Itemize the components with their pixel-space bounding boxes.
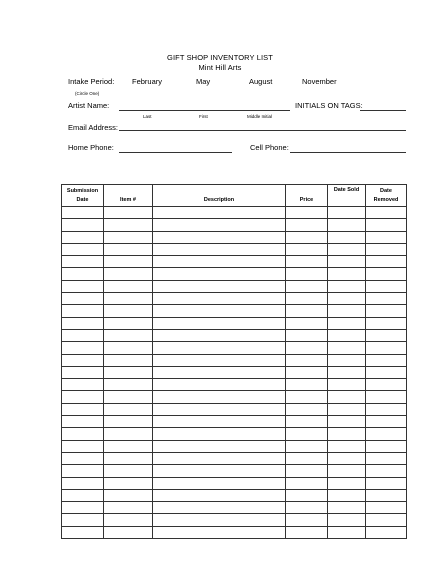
table-cell[interactable] — [104, 452, 153, 464]
table-row — [62, 317, 407, 329]
table-cell[interactable] — [328, 379, 366, 391]
table-cell[interactable] — [62, 391, 104, 403]
cell-phone-label: Cell Phone: — [250, 143, 289, 152]
table-cell[interactable] — [62, 317, 104, 329]
table-cell[interactable] — [328, 305, 366, 317]
table-cell[interactable] — [153, 219, 286, 231]
table-cell[interactable] — [153, 379, 286, 391]
table-row — [62, 219, 407, 231]
table-cell[interactable] — [104, 502, 153, 514]
table-cell[interactable] — [366, 317, 407, 329]
artist-middle-initial-label: Middle Initial — [247, 114, 273, 119]
table-cell[interactable] — [62, 256, 104, 268]
table-cell[interactable] — [366, 268, 407, 280]
table-cell[interactable] — [328, 477, 366, 489]
table-cell[interactable] — [104, 428, 153, 440]
table-row — [62, 231, 407, 243]
table-cell[interactable] — [328, 207, 366, 219]
table-cell[interactable] — [153, 416, 286, 428]
table-cell[interactable] — [328, 354, 366, 366]
table-cell[interactable] — [286, 440, 328, 452]
table-cell[interactable] — [366, 366, 407, 378]
table-cell[interactable] — [286, 391, 328, 403]
table-cell[interactable] — [366, 440, 407, 452]
table-cell[interactable] — [153, 440, 286, 452]
initials-field[interactable] — [360, 110, 406, 111]
table-cell[interactable] — [328, 452, 366, 464]
table-row — [62, 243, 407, 255]
table-cell[interactable] — [366, 207, 407, 219]
table-cell[interactable] — [366, 452, 407, 464]
table-cell[interactable] — [328, 293, 366, 305]
table-row — [62, 293, 407, 305]
table-cell[interactable] — [366, 280, 407, 292]
table-header-row — [62, 185, 407, 207]
table-cell[interactable] — [104, 317, 153, 329]
header-date-sold: Date Sold — [328, 185, 366, 207]
table-cell[interactable] — [153, 465, 286, 477]
intake-period-label: Intake Period: — [68, 77, 115, 86]
table-cell[interactable] — [328, 342, 366, 354]
table-cell[interactable] — [366, 526, 407, 538]
table-cell[interactable] — [328, 502, 366, 514]
table-cell[interactable] — [104, 329, 153, 341]
table-cell[interactable] — [286, 305, 328, 317]
table-row — [62, 489, 407, 501]
table-cell[interactable] — [62, 219, 104, 231]
table-cell[interactable] — [328, 403, 366, 415]
table-cell[interactable] — [286, 354, 328, 366]
table-cell[interactable] — [286, 452, 328, 464]
table-cell[interactable] — [366, 489, 407, 501]
table-cell[interactable] — [62, 280, 104, 292]
table-cell[interactable] — [328, 465, 366, 477]
table-cell[interactable] — [366, 416, 407, 428]
table-cell[interactable] — [366, 231, 407, 243]
table-row — [62, 354, 407, 366]
table-cell[interactable] — [62, 243, 104, 255]
table-cell[interactable] — [286, 416, 328, 428]
table-cell[interactable] — [286, 243, 328, 255]
table-cell[interactable] — [328, 526, 366, 538]
table-cell[interactable] — [286, 280, 328, 292]
table-cell[interactable] — [153, 342, 286, 354]
table-cell[interactable] — [153, 477, 286, 489]
table-cell[interactable] — [366, 256, 407, 268]
table-cell[interactable] — [286, 379, 328, 391]
table-row — [62, 280, 407, 292]
table-row — [62, 207, 407, 219]
table-row — [62, 268, 407, 280]
table-cell[interactable] — [104, 268, 153, 280]
table-cell[interactable] — [153, 502, 286, 514]
table-cell[interactable] — [286, 514, 328, 526]
table-cell[interactable] — [104, 243, 153, 255]
table-cell[interactable] — [153, 317, 286, 329]
table-cell[interactable] — [62, 342, 104, 354]
table-cell[interactable] — [62, 366, 104, 378]
table-cell[interactable] — [366, 219, 407, 231]
table-cell[interactable] — [62, 293, 104, 305]
table-cell[interactable] — [62, 514, 104, 526]
table-cell[interactable] — [328, 243, 366, 255]
table-cell[interactable] — [62, 231, 104, 243]
table-row — [62, 502, 407, 514]
table-cell[interactable] — [366, 428, 407, 440]
table-cell[interactable] — [104, 231, 153, 243]
table-cell[interactable] — [62, 305, 104, 317]
header-date-removed: Date Removed — [366, 185, 407, 207]
artist-name-label: Artist Name: — [68, 101, 110, 110]
table-cell[interactable] — [286, 489, 328, 501]
table-cell[interactable] — [366, 514, 407, 526]
table-cell[interactable] — [104, 207, 153, 219]
table-cell[interactable] — [104, 514, 153, 526]
table-cell[interactable] — [328, 256, 366, 268]
table-cell[interactable] — [328, 329, 366, 341]
table-cell[interactable] — [153, 207, 286, 219]
table-cell[interactable] — [104, 416, 153, 428]
table-row — [62, 256, 407, 268]
table-cell[interactable] — [366, 391, 407, 403]
table-cell[interactable] — [104, 403, 153, 415]
table-cell[interactable] — [328, 391, 366, 403]
cell-phone-field[interactable] — [290, 152, 406, 153]
initials-on-tags-label: INITIALS ON TAGS: — [295, 101, 363, 110]
table-cell[interactable] — [328, 514, 366, 526]
table-cell[interactable] — [153, 231, 286, 243]
table-cell[interactable] — [62, 268, 104, 280]
table-cell[interactable] — [328, 219, 366, 231]
table-cell[interactable] — [104, 354, 153, 366]
table-cell[interactable] — [153, 280, 286, 292]
table-cell[interactable] — [286, 428, 328, 440]
table-row — [62, 514, 407, 526]
table-cell[interactable] — [366, 465, 407, 477]
table-cell[interactable] — [286, 477, 328, 489]
table-cell[interactable] — [104, 256, 153, 268]
table-row — [62, 428, 407, 440]
home-phone-field[interactable] — [119, 152, 232, 153]
table-cell[interactable] — [366, 293, 407, 305]
table-cell[interactable] — [328, 366, 366, 378]
table-cell[interactable] — [153, 514, 286, 526]
table-row — [62, 440, 407, 452]
table-cell[interactable] — [153, 243, 286, 255]
table-row — [62, 391, 407, 403]
table-cell[interactable] — [366, 342, 407, 354]
table-cell[interactable] — [62, 416, 104, 428]
table-cell[interactable] — [153, 403, 286, 415]
table-cell[interactable] — [104, 366, 153, 378]
table-cell[interactable] — [62, 403, 104, 415]
table-cell[interactable] — [62, 354, 104, 366]
organization-name: Mint Hill Arts — [198, 63, 242, 72]
table-cell[interactable] — [286, 231, 328, 243]
table-cell[interactable] — [104, 477, 153, 489]
table-cell[interactable] — [104, 305, 153, 317]
table-cell[interactable] — [328, 416, 366, 428]
table-cell[interactable] — [104, 293, 153, 305]
email-address-label: Email Address: — [68, 123, 119, 132]
table-cell[interactable] — [328, 489, 366, 501]
table-cell[interactable] — [62, 489, 104, 501]
table-row — [62, 477, 407, 489]
table-cell[interactable] — [286, 256, 328, 268]
artist-last-label: Last — [143, 114, 152, 119]
artist-name-field[interactable] — [119, 110, 290, 111]
table-cell[interactable] — [286, 526, 328, 538]
intake-option-november[interactable]: November — [302, 77, 337, 86]
table-row — [62, 452, 407, 464]
table-cell[interactable] — [286, 207, 328, 219]
table-cell[interactable] — [104, 391, 153, 403]
table-cell[interactable] — [328, 428, 366, 440]
table-cell[interactable] — [328, 280, 366, 292]
email-address-field[interactable] — [119, 130, 406, 131]
table-cell[interactable] — [62, 452, 104, 464]
document-title: GIFT SHOP INVENTORY LIST — [167, 53, 273, 62]
table-cell[interactable] — [62, 329, 104, 341]
table-cell[interactable] — [153, 305, 286, 317]
table-cell[interactable] — [286, 317, 328, 329]
table-cell[interactable] — [286, 293, 328, 305]
table-cell[interactable] — [366, 403, 407, 415]
table-cell[interactable] — [104, 489, 153, 501]
table-row — [62, 416, 407, 428]
table-cell[interactable] — [62, 440, 104, 452]
table-row — [62, 379, 407, 391]
table-cell[interactable] — [153, 268, 286, 280]
intake-option-february[interactable]: February — [132, 77, 163, 86]
table-cell[interactable] — [104, 526, 153, 538]
table-cell[interactable] — [153, 256, 286, 268]
table-cell[interactable] — [366, 502, 407, 514]
table-row — [62, 329, 407, 341]
table-cell[interactable] — [328, 317, 366, 329]
header-submission-date: Submission Date — [62, 185, 104, 207]
table-row — [62, 403, 407, 415]
table-cell[interactable] — [62, 465, 104, 477]
table-cell[interactable] — [62, 379, 104, 391]
table-row — [62, 342, 407, 354]
table-cell[interactable] — [104, 342, 153, 354]
table-cell[interactable] — [62, 428, 104, 440]
table-cell[interactable] — [153, 329, 286, 341]
table-cell[interactable] — [153, 293, 286, 305]
table-row — [62, 366, 407, 378]
intake-option-august[interactable]: August — [249, 77, 273, 86]
table-cell[interactable] — [366, 477, 407, 489]
table-cell[interactable] — [286, 329, 328, 341]
table-cell[interactable] — [366, 329, 407, 341]
table-cell[interactable] — [153, 354, 286, 366]
table-cell[interactable] — [104, 440, 153, 452]
table-cell[interactable] — [328, 440, 366, 452]
table-cell[interactable] — [286, 465, 328, 477]
table-cell[interactable] — [104, 379, 153, 391]
table-cell[interactable] — [366, 243, 407, 255]
table-cell[interactable] — [153, 452, 286, 464]
table-cell[interactable] — [153, 526, 286, 538]
table-cell[interactable] — [62, 526, 104, 538]
table-cell[interactable] — [366, 379, 407, 391]
intake-option-may[interactable]: May — [196, 77, 211, 86]
header-description: Description — [153, 185, 286, 207]
table-cell[interactable] — [62, 477, 104, 489]
table-cell[interactable] — [286, 342, 328, 354]
table-row — [62, 305, 407, 317]
table-cell[interactable] — [104, 465, 153, 477]
home-phone-label: Home Phone: — [68, 143, 114, 152]
header-price: Price — [286, 185, 328, 207]
table-cell[interactable] — [286, 403, 328, 415]
table-cell[interactable] — [328, 231, 366, 243]
table-cell[interactable] — [328, 268, 366, 280]
inventory-table — [61, 184, 407, 539]
table-cell[interactable] — [104, 219, 153, 231]
table-cell[interactable] — [286, 502, 328, 514]
table-cell[interactable] — [153, 391, 286, 403]
table-cell[interactable] — [153, 366, 286, 378]
table-cell[interactable] — [366, 354, 407, 366]
table-cell[interactable] — [366, 305, 407, 317]
circle-one-note: (Circle One) — [75, 91, 100, 96]
table-cell[interactable] — [153, 428, 286, 440]
artist-first-label: First — [199, 114, 208, 119]
table-cell[interactable] — [153, 489, 286, 501]
table-cell[interactable] — [286, 366, 328, 378]
header-item-number: Item # — [104, 185, 153, 207]
table-cell[interactable] — [286, 268, 328, 280]
table-cell[interactable] — [62, 207, 104, 219]
table-cell[interactable] — [62, 502, 104, 514]
table-row — [62, 526, 407, 538]
table-cell[interactable] — [286, 219, 328, 231]
table-cell[interactable] — [104, 280, 153, 292]
table-row — [62, 465, 407, 477]
